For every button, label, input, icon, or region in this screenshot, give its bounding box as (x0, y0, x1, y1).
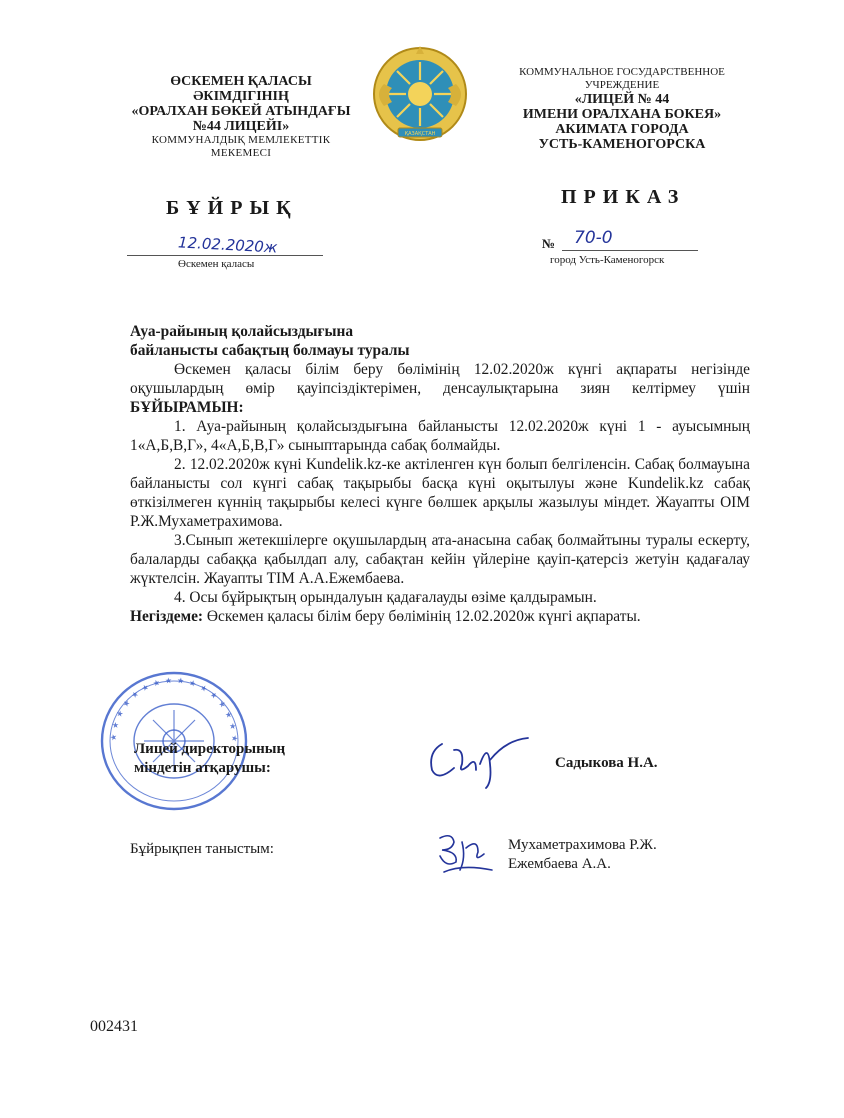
header-right-line: «ЛИЦЕЙ № 44 (574, 92, 670, 107)
order-date: 12.02.2020ж (177, 233, 278, 257)
intro-command: БҰЙЫРАМЫН: (130, 399, 244, 416)
signer-role-line1: Лицей директорының (134, 741, 286, 757)
signer-role-line2: міндетін атқарушы: (134, 760, 271, 776)
intro-text: Өскемен қаласы білім беру бөлімінің 12.02.2020ж күнгі ақпараты негізінде оқушылардың өмір қауіпсіздіктерімен, денсаулықтарына зиян келтірмеу үшін (130, 361, 750, 397)
order-item-4: 4. Осы бұйрықтың орындалуын қадағалауды өзіме қалдырамын. (174, 589, 597, 606)
acquainted-name: Мухаметрахимова Р.Ж. (508, 837, 657, 853)
header-left-sub: МЕКЕМЕСІ (210, 147, 272, 159)
order-item-2: 2. 12.02.2020ж күні Kundelik.kz-ке актіленген күн болып белгіленсін. Сабақ болмауына байланысты сол күнгі сабақ тақырыбы басқа күні оқытылуы және Kundelik.kz сабақ өткізілмеген күннің тақырыбы келесі күнге бөлшек арқылы жазылуы міндет. Жауапты ОІМ Р.Ж.Мухаметрахимова. (130, 456, 750, 530)
header-left-line: №44 ЛИЦЕЙІ» (192, 119, 290, 134)
order-subject-line1: Ауа-райының қолайсыздығына (130, 323, 354, 340)
acquainted-name: Ежембаева А.А. (508, 856, 611, 872)
order-item-3: 3.Сынып жетекшілерге оқушылардың ата-анасына сабақ болмайтыны туралы ескерту, балаларды сабаққа қабылдап алу, сабақтан кейін үйлеріне қауіп-қатерсіз жетуін қадағалау жүктелсін. Жауапты ТІМ А.А.Ежембаева. (130, 532, 750, 587)
emblem-label: ҚАЗАҚСТАН (404, 131, 436, 137)
order-title-kz: БҰЙРЫҚ (166, 197, 298, 219)
header-left-institution (96, 74, 386, 160)
header-right-sub: КОММУНАЛЬНОЕ ГОСУДАРСТВЕННОЕ (519, 66, 725, 78)
acquainted-names (508, 836, 657, 874)
header-right-line: УСТЬ-КАМЕНОГОРСКА (538, 137, 706, 152)
header-right-institution (492, 66, 752, 152)
header-right-line: АКИМАТА ГОРОДА (555, 122, 689, 137)
order-basis (130, 607, 750, 626)
header-left-sub: КОММУНАЛДЫҚ МЕМЛЕКЕТТІК (151, 134, 331, 146)
header-left-line: ӨСКЕМЕН ҚАЛАСЫ (170, 74, 312, 89)
order-intro (130, 360, 750, 417)
city-ru: город Усть-Каменогорск (550, 254, 665, 266)
document-number: 002431 (90, 1018, 138, 1035)
header-left-line: «ОРАЛХАН БӨКЕЙ АТЫНДАҒЫ (131, 104, 351, 119)
svg-text:★ ★ ★ ★ ★ ★ ★ ★ ★ ★ ★ ★ ★ ★ ★: ★ ★ ★ ★ ★ ★ ★ ★ ★ ★ ★ ★ ★ ★ ★ ★ (108, 675, 240, 744)
header-right-line: ИМЕНИ ОРАЛХАНА БОКЕЯ» (522, 107, 722, 122)
signer-role (134, 740, 285, 778)
city-kz: Өскемен қаласы (178, 258, 255, 270)
order-subject-line2: байланысты сабақтың болмауы туралы (130, 342, 410, 359)
order-number-prefix: № (542, 236, 556, 251)
signer-name: Садыкова Н.А. (555, 755, 658, 771)
basis-text: Өскемен қаласы білім беру бөлімінің 12.02.2020ж күнгі ақпараты. (206, 608, 641, 625)
order-title-ru: ПРИКАЗ (561, 186, 686, 208)
order-number: 70-0 (574, 228, 613, 248)
order-item-1: 1. Ауа-райының қолайсыздығына байланысты 12.02.2020ж күні 1 - ауысымның 1«А,Б,В,Г», 4«А,Б,В,Г» сыныптарында сабақ болмайды. (130, 418, 750, 454)
acquainted-signature-icon (432, 828, 500, 882)
header-right-sub: УЧРЕЖДЕНИЕ (584, 79, 660, 91)
number-underline (562, 250, 698, 251)
order-body (130, 322, 750, 626)
acquainted-label: Бұйрықпен таныстым: (130, 841, 274, 857)
basis-label: Негіздеме: (130, 608, 204, 625)
date-underline (127, 255, 323, 256)
state-emblem-icon (370, 44, 470, 144)
director-signature-icon (424, 730, 534, 792)
header-left-line: ӘКІМДІГІНІҢ (193, 89, 289, 104)
